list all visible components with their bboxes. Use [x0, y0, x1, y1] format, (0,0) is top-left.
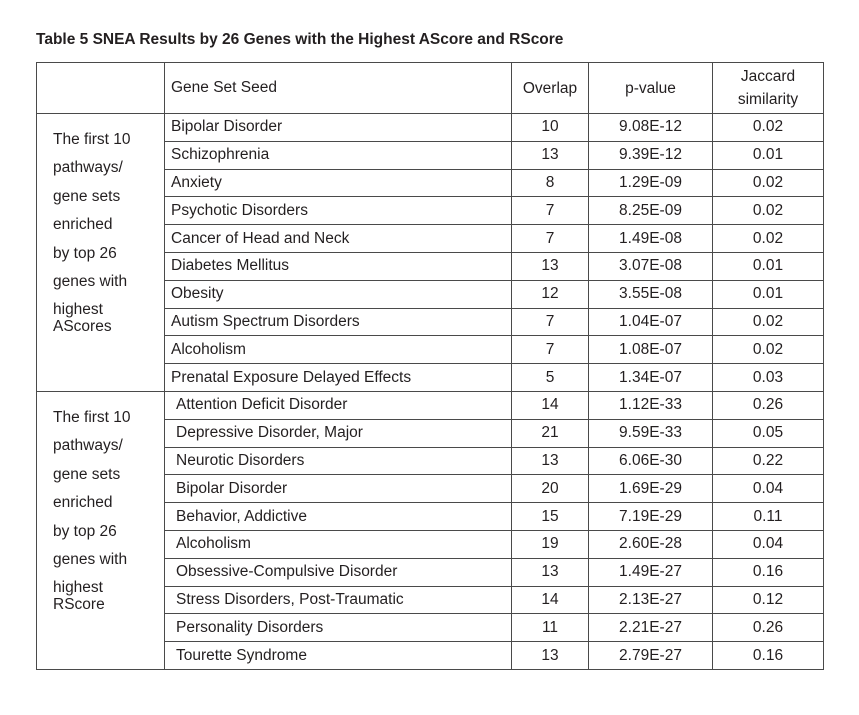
cell-jaccard: 0.12	[713, 586, 824, 614]
cell-jaccard: 0.02	[713, 225, 824, 253]
cell-overlap: 19	[512, 530, 589, 558]
cell-gene-set-seed: Personality Disorders	[165, 614, 512, 642]
table-header-row	[37, 63, 824, 114]
cell-jaccard: 0.16	[713, 642, 824, 670]
rscore-group	[37, 391, 824, 669]
group-label-line: highest	[53, 301, 103, 319]
cell-overlap: 8	[512, 169, 589, 197]
cell-gene-set-seed: Schizophrenia	[165, 141, 512, 169]
cell-p-value: 3.07E-08	[589, 252, 713, 280]
table-row	[37, 391, 824, 419]
header-jaccard-similarity	[713, 63, 824, 114]
cell-p-value: 2.60E-28	[589, 530, 713, 558]
cell-jaccard: 0.01	[713, 252, 824, 280]
group-label-line: RScore	[53, 595, 105, 613]
group-label-line: The first 10	[53, 408, 131, 426]
cell-p-value: 2.21E-27	[589, 614, 713, 642]
cell-p-value: 1.49E-08	[589, 225, 713, 253]
cell-overlap: 7	[512, 308, 589, 336]
header-overlap: Overlap	[512, 63, 589, 114]
group-label-line: pathways/	[53, 437, 123, 455]
cell-gene-set-seed: Obsessive-Compulsive Disorder	[165, 558, 512, 586]
group-label-line: AScores	[53, 317, 112, 335]
group-label	[37, 114, 165, 392]
cell-overlap: 14	[512, 391, 589, 419]
cell-p-value: 1.34E-07	[589, 364, 713, 392]
cell-p-value: 8.25E-09	[589, 197, 713, 225]
cell-p-value: 2.13E-27	[589, 586, 713, 614]
header-jaccard-line1: Jaccard	[740, 68, 796, 85]
cell-overlap: 13	[512, 447, 589, 475]
cell-gene-set-seed: Depressive Disorder, Major	[165, 419, 512, 447]
header-group	[37, 63, 165, 114]
cell-gene-set-seed: Cancer of Head and Neck	[165, 225, 512, 253]
cell-jaccard: 0.02	[713, 197, 824, 225]
group-label-line: highest	[53, 579, 103, 597]
cell-gene-set-seed: Behavior, Addictive	[165, 503, 512, 531]
group-label-line: pathways/	[53, 159, 123, 177]
cell-jaccard: 0.11	[713, 503, 824, 531]
cell-p-value: 9.39E-12	[589, 141, 713, 169]
cell-jaccard: 0.01	[713, 141, 824, 169]
cell-p-value: 9.59E-33	[589, 419, 713, 447]
cell-overlap: 15	[512, 503, 589, 531]
cell-p-value: 9.08E-12	[589, 114, 713, 142]
cell-jaccard: 0.04	[713, 530, 824, 558]
cell-jaccard: 0.02	[713, 336, 824, 364]
cell-jaccard: 0.26	[713, 614, 824, 642]
group-label-line: by top 26	[53, 244, 117, 262]
cell-overlap: 11	[512, 614, 589, 642]
cell-p-value: 1.29E-09	[589, 169, 713, 197]
cell-overlap: 7	[512, 197, 589, 225]
table-title: Table 5 SNEA Results by 26 Genes with the Highest AScore and RScore	[36, 31, 564, 48]
cell-p-value: 6.06E-30	[589, 447, 713, 475]
cell-jaccard: 0.03	[713, 364, 824, 392]
cell-gene-set-seed: Tourette Syndrome	[165, 642, 512, 670]
snea-results-table	[36, 62, 824, 670]
group-label-line: genes with	[53, 273, 128, 291]
cell-overlap: 21	[512, 419, 589, 447]
group-label-line: gene sets	[53, 465, 121, 483]
cell-jaccard: 0.02	[713, 308, 824, 336]
cell-gene-set-seed: Obesity	[165, 280, 512, 308]
cell-jaccard: 0.01	[713, 280, 824, 308]
cell-gene-set-seed: Stress Disorders, Post-Traumatic	[165, 586, 512, 614]
cell-p-value: 1.04E-07	[589, 308, 713, 336]
cell-gene-set-seed: Attention Deficit Disorder	[165, 391, 512, 419]
cell-overlap: 14	[512, 586, 589, 614]
cell-overlap: 13	[512, 558, 589, 586]
cell-jaccard: 0.26	[713, 391, 824, 419]
cell-jaccard: 0.04	[713, 475, 824, 503]
cell-gene-set-seed: Bipolar Disorder	[165, 475, 512, 503]
cell-overlap: 7	[512, 336, 589, 364]
group-label-line: gene sets	[53, 187, 121, 205]
cell-p-value: 1.08E-07	[589, 336, 713, 364]
cell-jaccard: 0.05	[713, 419, 824, 447]
cell-gene-set-seed: Neurotic Disorders	[165, 447, 512, 475]
cell-jaccard: 0.22	[713, 447, 824, 475]
header-jaccard-line2: similarity	[737, 91, 799, 108]
cell-jaccard: 0.02	[713, 114, 824, 142]
group-label	[37, 391, 165, 669]
ascore-group	[37, 114, 824, 392]
cell-jaccard: 0.02	[713, 169, 824, 197]
cell-p-value: 1.12E-33	[589, 391, 713, 419]
cell-overlap: 13	[512, 252, 589, 280]
cell-p-value: 1.69E-29	[589, 475, 713, 503]
cell-gene-set-seed: Bipolar Disorder	[165, 114, 512, 142]
table-row	[37, 114, 824, 142]
cell-overlap: 13	[512, 141, 589, 169]
group-label-line: enriched	[53, 216, 113, 234]
group-label-line: The first 10	[53, 131, 131, 148]
cell-overlap: 10	[512, 114, 589, 142]
group-label-line: genes with	[53, 551, 128, 568]
cell-overlap: 20	[512, 475, 589, 503]
header-p-value: p-value	[589, 63, 713, 114]
cell-p-value: 2.79E-27	[589, 642, 713, 670]
cell-gene-set-seed: Autism Spectrum Disorders	[165, 308, 512, 336]
cell-overlap: 13	[512, 642, 589, 670]
cell-gene-set-seed: Alcoholism	[165, 336, 512, 364]
cell-gene-set-seed: Alcoholism	[165, 530, 512, 558]
cell-overlap: 7	[512, 225, 589, 253]
cell-gene-set-seed: Psychotic Disorders	[165, 197, 512, 225]
cell-gene-set-seed: Diabetes Mellitus	[165, 252, 512, 280]
cell-overlap: 5	[512, 364, 589, 392]
cell-gene-set-seed: Anxiety	[165, 169, 512, 197]
cell-jaccard: 0.16	[713, 558, 824, 586]
cell-gene-set-seed: Prenatal Exposure Delayed Effects	[165, 364, 512, 392]
cell-p-value: 7.19E-29	[589, 503, 713, 531]
cell-overlap: 12	[512, 280, 589, 308]
group-label-line: enriched	[53, 494, 113, 512]
cell-p-value: 3.55E-08	[589, 280, 713, 308]
cell-p-value: 1.49E-27	[589, 558, 713, 586]
header-gene-set-seed: Gene Set Seed	[165, 63, 512, 114]
group-label-line: by top 26	[53, 522, 117, 540]
